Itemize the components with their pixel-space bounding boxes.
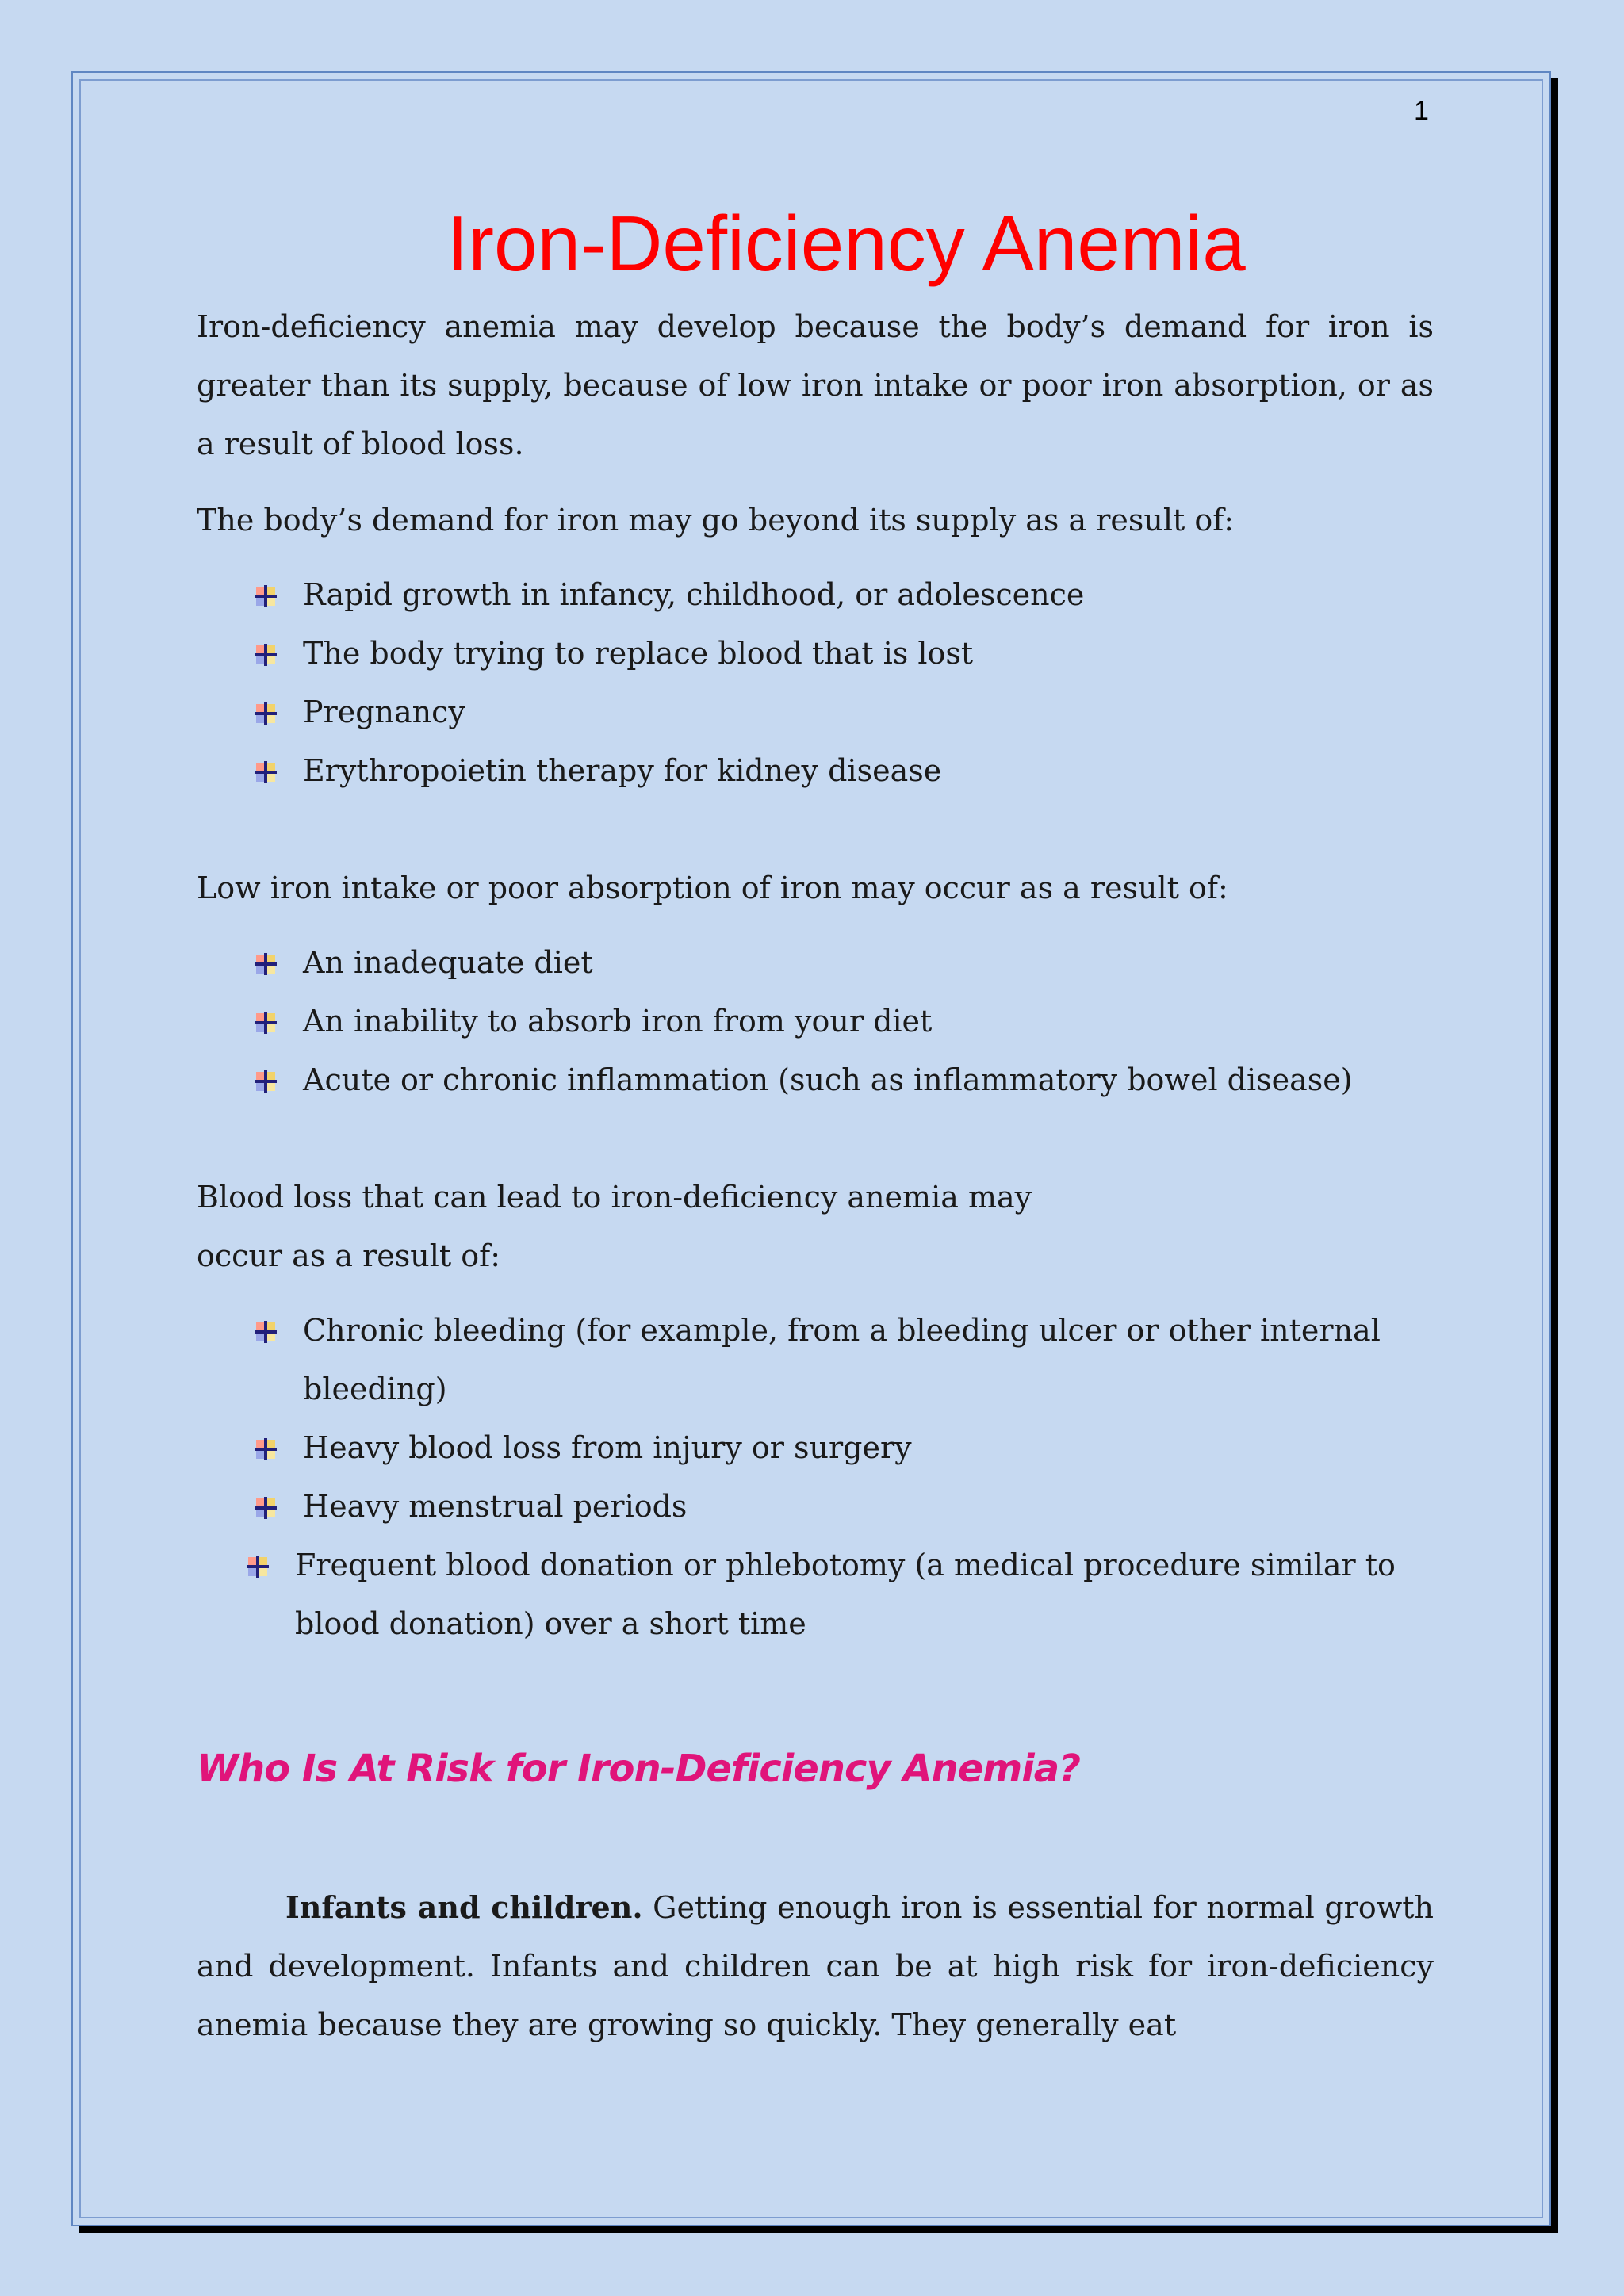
- page-title: Iron-Deficiency Anemia: [446, 200, 1246, 287]
- blood-loss-lead-line2: occur as a result of:: [197, 1238, 501, 1273]
- list-item-text: Frequent blood donation or phlebotomy (a medical procedure similar to blood donation) over a short time: [295, 1548, 1396, 1641]
- risk-paragraph-bold-lead: Infants and children.: [285, 1889, 643, 1925]
- list-item-text: Chronic bleeding (for example, from a bleeding ulcer or other internal bleeding): [303, 1313, 1381, 1406]
- intake-lead: Low iron intake or poor absorption of iron may occur as a result of:: [197, 871, 1228, 905]
- list-item-text: Heavy blood loss from injury or surgery: [303, 1430, 912, 1465]
- list-item-text: Rapid growth in infancy, childhood, or adolescence: [303, 577, 1085, 612]
- risk-paragraph-text: Getting enough iron is essential for normal growth and development. Infants and children can be at high risk for iron-deficiency anemia because they are growing so quickly. They generally eat: [197, 1890, 1434, 2042]
- intro-paragraph: Iron-deficiency anemia may develop because the body’s demand for iron is greater than its supply, because of low iron intake or poor iron absorption, or as a result of blood loss.: [197, 309, 1434, 461]
- list-item: [197, 933, 1434, 992]
- bullet-cross-icon: [254, 1070, 278, 1093]
- list-item: [197, 1301, 1434, 1418]
- risk-paragraph: [197, 1878, 1434, 2054]
- list-item: [197, 683, 1434, 741]
- list-item: [197, 565, 1434, 624]
- list-item-text: Erythropoietin therapy for kidney disease: [303, 753, 942, 788]
- risk-heading: Who Is At Risk for Iron-Deficiency Anemia?: [197, 1747, 1080, 1791]
- blood-loss-list: [197, 1301, 1434, 1653]
- list-item-text: The body trying to replace blood that is lost: [303, 636, 974, 671]
- bullet-cross-icon: [254, 643, 278, 667]
- list-item: [197, 1418, 1434, 1477]
- blood-loss-lead: [197, 1168, 1434, 1285]
- bullet-cross-icon: [254, 1320, 278, 1344]
- bullet-cross-icon: [254, 1437, 278, 1461]
- list-item: [197, 992, 1434, 1050]
- intake-list: [197, 933, 1434, 1109]
- list-item: [197, 624, 1434, 683]
- bullet-cross-icon: [254, 760, 278, 784]
- page-number: 1: [1414, 96, 1429, 126]
- list-item-text: Acute or chronic inflammation (such as inflammatory bowel disease): [303, 1062, 1353, 1097]
- demand-list: [197, 565, 1434, 800]
- list-item: [197, 1536, 1434, 1653]
- list-item-text: An inability to absorb iron from your diet: [303, 1004, 933, 1039]
- demand-lead: The body’s demand for iron may go beyond its supply as a result of:: [197, 503, 1235, 538]
- bullet-cross-icon: [246, 1555, 270, 1578]
- blood-loss-lead-line1: Blood loss that can lead to iron-deficiency anemia may: [197, 1180, 1032, 1215]
- list-item-text: Pregnancy: [303, 695, 465, 729]
- list-item-text: Heavy menstrual periods: [303, 1489, 688, 1524]
- document-body: [197, 297, 1434, 2054]
- bullet-cross-icon: [254, 952, 278, 976]
- list-item: [197, 741, 1434, 800]
- bullet-cross-icon: [254, 1011, 278, 1035]
- list-item: [197, 1050, 1434, 1109]
- bullet-cross-icon: [254, 1496, 278, 1520]
- list-item-text: An inadequate diet: [303, 945, 593, 980]
- list-item: [197, 1477, 1434, 1536]
- bullet-cross-icon: [254, 702, 278, 725]
- bullet-cross-icon: [254, 584, 278, 608]
